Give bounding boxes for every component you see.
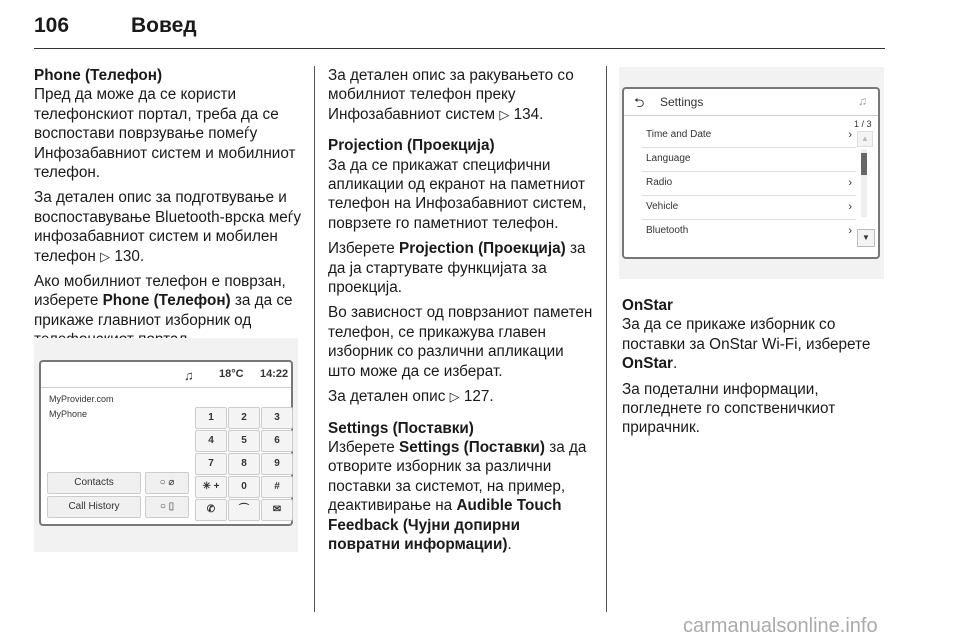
section-heading-settings: Settings (Поставки) (328, 419, 474, 437)
key-star[interactable]: ✳ + (195, 476, 227, 498)
paragraph: За детален опис ▷ 127. (328, 388, 494, 406)
page-ref-icon: ▷ (449, 389, 460, 405)
chevron-right-icon: › (848, 177, 852, 189)
mute-mic-button[interactable] (145, 472, 189, 494)
column-divider-2 (606, 66, 607, 612)
hang-up-icon[interactable]: ⌒ (228, 499, 260, 521)
back-icon[interactable]: ⮌ (634, 95, 645, 110)
phone-name: MyPhone (49, 409, 88, 419)
page-ref-icon: ▷ (100, 248, 111, 264)
settings-display (622, 87, 880, 259)
call-history-button[interactable]: Call History (47, 496, 141, 518)
menu-item-language[interactable]: Language (642, 147, 856, 172)
key-2[interactable]: 2 (228, 407, 260, 429)
temperature: 18°C (219, 368, 244, 380)
paragraph: За детален опис за ракувањето со мобилниот телефон преку Инфозабавниот систем ▷ 134. (328, 67, 574, 123)
paragraph: Ако мобилниот телефон е поврзан, изберете Phone (Телефон) за да се прикаже главниот изборник од (34, 273, 293, 329)
divider (41, 387, 291, 388)
key-3[interactable]: 3 (261, 407, 293, 429)
paragraph: Изберете Projection (Проекција) за да ја стартувате функцијата за проекција. (328, 240, 586, 297)
message-icon[interactable]: ✉ (261, 499, 293, 521)
header-rule (34, 48, 885, 49)
paragraph: Изберете Settings (Поставки) за да отворите изборник за различни поставки за системот, на пример, деактивирање на Audible Touch Feedback (Чујни допирни повратни информации). (328, 438, 587, 553)
music-note-icon[interactable]: ♫ (858, 94, 867, 108)
right-column (622, 296, 892, 444)
scrollbar-thumb[interactable] (861, 153, 867, 175)
divider (624, 115, 878, 116)
key-5[interactable]: 5 (228, 430, 260, 452)
phone-screen-photo (34, 338, 298, 552)
paragraph: Пред да може да се користи телефонскиот портал, треба да се воспостави поврзување помеѓу Инфозабавниот систем и мобилниот телефон. (34, 86, 296, 182)
scroll-down-icon[interactable]: ▼ (857, 229, 875, 247)
phone-display (39, 360, 293, 526)
section-heading-phone: Phone (Телефон) (34, 67, 163, 84)
provider-name: MyProvider.com (49, 394, 114, 404)
section-heading-projection: Projection (Проекција) (328, 137, 495, 155)
chevron-right-icon: › (848, 225, 852, 237)
paragraph: За да се прикажат специфични апликации од екранот на паметниот телефон на Инфозабавниот систем, поврзете го паметниот телефон. (328, 156, 587, 232)
contacts-button[interactable]: Contacts (47, 472, 141, 494)
section-heading-onstar: OnStar (622, 297, 673, 314)
page-ref-icon: ▷ (499, 106, 510, 122)
chevron-right-icon: › (848, 201, 852, 213)
status-icons: ♫ (184, 368, 194, 383)
middle-column (328, 66, 593, 560)
clock: 14:22 (260, 368, 289, 380)
key-7[interactable]: 7 (195, 453, 227, 475)
page-indicator: 1 / 3 (854, 119, 872, 129)
key-8[interactable]: 8 (228, 453, 260, 475)
chevron-right-icon: › (848, 129, 852, 141)
settings-title: Settings (660, 95, 704, 109)
paragraph: За да се прикаже изборник со поставки за OnStar Wi-Fi, изберете OnStar. (622, 316, 871, 373)
paragraph: За подетални информации, погледнете го сопственичкиот прирачник. (622, 380, 836, 437)
column-divider-1 (314, 66, 315, 612)
menu-item-radio[interactable]: Radio › (642, 171, 856, 196)
watermark: carmanualsonline.info (683, 615, 878, 637)
menu-item-bluetooth[interactable]: Bluetooth › (642, 219, 856, 243)
scroll-up-icon[interactable]: ▲ (857, 131, 873, 147)
page-number: 106 (34, 14, 70, 37)
call-icon[interactable]: ✆ (195, 499, 227, 521)
mic-mute-icon: ○ ⌀ (159, 477, 175, 488)
menu-item-time-date[interactable]: Time and Date › (642, 123, 856, 148)
key-0[interactable]: 0 (228, 476, 260, 498)
chapter-title: Вовед (131, 14, 197, 37)
key-1[interactable]: 1 (195, 407, 227, 429)
paragraph: Во зависност од поврзаниот паметен телефон, се прикажува главен изборник со различни апликации што може да се изберат. (328, 304, 593, 380)
handsfree-button[interactable] (145, 496, 189, 518)
speaker-icon: ○ ▯ (159, 501, 175, 512)
page-header (34, 10, 884, 46)
key-4[interactable]: 4 (195, 430, 227, 452)
left-column (34, 66, 302, 356)
key-9[interactable]: 9 (261, 453, 293, 475)
key-hash[interactable]: # (261, 476, 293, 498)
menu-item-vehicle[interactable]: Vehicle › (642, 195, 856, 220)
key-6[interactable]: 6 (261, 430, 293, 452)
settings-screen-photo (619, 67, 884, 279)
paragraph: За детален опис за подготвување и воспоставување Bluetooth-врска меѓу инфозабавниот систем и мобилен телефон ▷ 130. (34, 189, 302, 265)
